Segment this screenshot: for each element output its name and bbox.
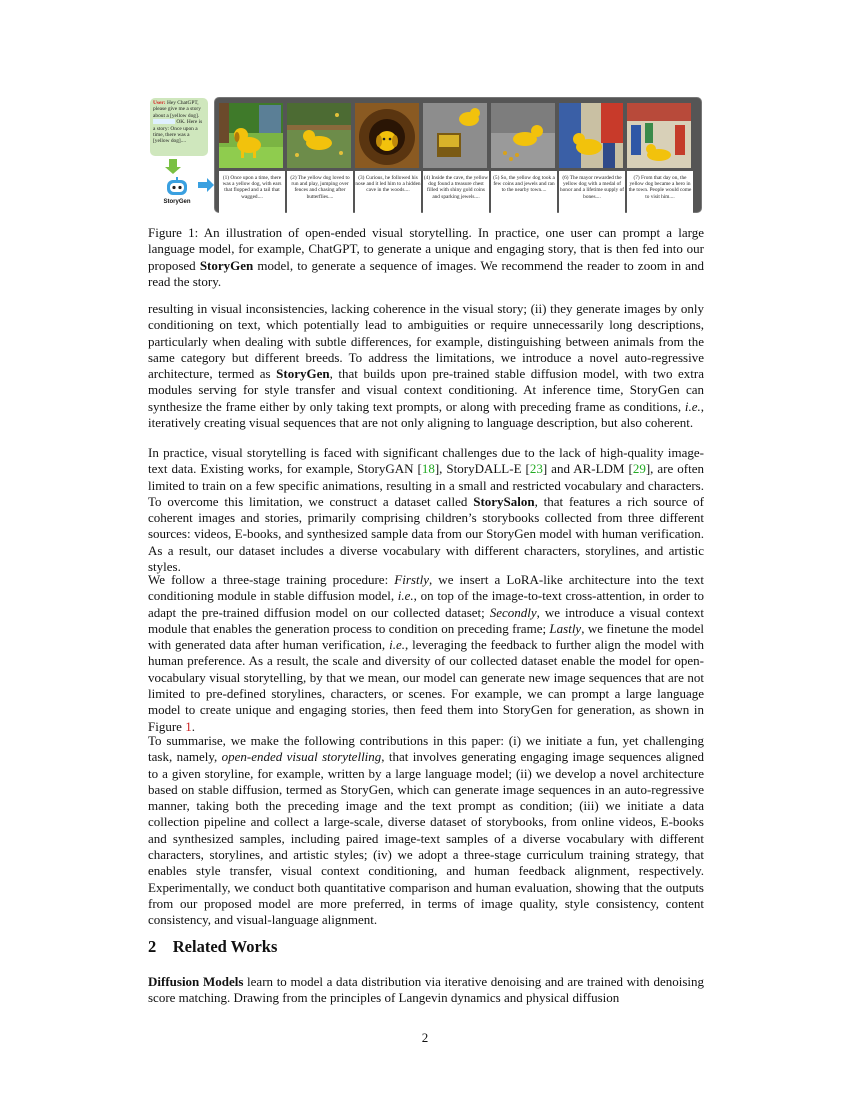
section-title-text: Related Works <box>172 937 278 956</box>
story-caption-6: (6) The mayor rewarded the yellow dog with a medal of honor and a lifetime supply of bones.... <box>559 171 625 215</box>
citation-link[interactable]: 29 <box>632 461 646 477</box>
text: To summarise, we make the following contributions in this paper: (i) we initiate a fun, yet challenging task, namely, <box>148 733 704 765</box>
paragraph-1 <box>148 301 704 431</box>
text: , we introduce a visual context module that enables the generation process to condition on preceding frame; <box>148 604 704 636</box>
text: In practice, visual storytelling is faced with significant challenges due to the lack of high-quality image-text data. Existing works, for example, StoryGAN [ <box>148 445 704 477</box>
story-caption-7: (7) From that day on, the yellow dog became a hero in the town. People would come to visit him.... <box>627 171 693 215</box>
figure-caption <box>148 225 704 290</box>
caption-model-name: StoryGen <box>199 257 254 273</box>
story-image-6 <box>559 103 623 168</box>
chat-prompt-box <box>150 98 208 156</box>
story-caption-3: (3) Curious, he followed his nose and it led him to a hidden cave in the woods.... <box>355 171 421 215</box>
caption-text: Figure 1: An illustration of open-ended visual storytelling. In practice, one user can prompt a large language model, for example, ChatGPT, to generate a unique and engaging story, that is then fed into our proposed <box>148 225 704 273</box>
page-number: 2 <box>421 1030 429 1045</box>
paragraph-5 <box>148 974 704 1007</box>
story-caption-4: (4) Inside the cave, the yellow dog found a treasure chest filled with shiny gold coins and sparking jewels.... <box>423 171 489 215</box>
text: resulting in visual inconsistencies, lacking coherence in the visual story; (ii) they generate images by only conditioning on text, which potentially lead to ambiguities or require unnecessarily long descriptions, particularly when dealing with subtle differences, for example, distinguishing between animals from the same category but different breeds. To address the limitations, we introduce a novel auto-regressive architecture, termed as <box>148 301 704 382</box>
bold-term: StorySalon <box>473 493 535 509</box>
text: ] and AR-LDM [ <box>542 461 633 477</box>
storygen-robot-icon <box>165 177 189 197</box>
right-arrow-icon <box>198 178 214 192</box>
italic-term: i.e. <box>397 588 414 604</box>
paragraph-2 <box>148 445 704 575</box>
story-panel-7 <box>627 103 691 216</box>
text: , we finetune the model with generated data after human verification, <box>148 620 704 653</box>
bold-term: StoryGen <box>276 366 330 382</box>
text: We follow a three-stage training procedure: <box>148 572 395 587</box>
chatgpt-tag <box>153 119 175 124</box>
story-image-1 <box>219 103 283 168</box>
story-panel-2 <box>287 103 351 216</box>
text: . <box>191 718 195 734</box>
italic-term: Firstly <box>394 572 429 587</box>
text: , iteratively creating visual sequences that are not only aligning to language description, but also coherent. <box>148 398 704 431</box>
story-image-3 <box>355 103 419 168</box>
figure-1 <box>148 95 703 215</box>
italic-term: i.e. <box>389 637 405 653</box>
italic-term: Lastly <box>549 620 582 636</box>
story-image-2 <box>287 103 351 168</box>
story-caption-2: (2) The yellow dog loved to run and play, jumping over fences and chasing after butterflies.... <box>287 171 353 215</box>
text: , on top of the image-to-text cross-attention, in order to adapt the pre-trained diffusion model on our collected dataset; <box>148 588 704 620</box>
chat-user-label: User: <box>153 100 166 106</box>
story-panel-3 <box>355 103 419 216</box>
story-panel-1 <box>219 103 283 216</box>
paragraph-3 <box>148 572 704 735</box>
text: , that builds upon pre-trained stable diffusion model, with two extra modules serving for style transfer and visual context conditioning. At inference time, StoryGen can synthesize the frame either by only taking text prompts, or along with preceding frame as conditions, <box>148 366 704 414</box>
figure-ref-link[interactable]: 1 <box>185 718 192 734</box>
text: ], StoryDALL-E [ <box>434 461 530 477</box>
text: , leveraging the feedback to further align the model with human preference. As a result, the scale and diversity of our collected dataset enable the model for open-vocabulary visual storytelling, by that we mean, our model can generate new image sequences that are not limited to pre-defined storylines, characters, or scenes. For example, we can prompt a large language model to create unique and engaging stories, then feed them into StoryGen for generation, as shown in Figure <box>148 637 704 734</box>
story-image-5 <box>491 103 555 168</box>
text: , that features a rich source of coherent images and stories, primarily comprising children’s storybooks collected from three different sources: videos, E-books, and synthesized sample data from our StoryGen model with human verification. As a result, our dataset includes a diverse vocabulary with different characters, storylines, and artistic styles. <box>148 493 705 575</box>
italic-term: Secondly <box>489 604 537 620</box>
story-image-7 <box>627 103 691 168</box>
text: , we insert a LoRA-like architecture into the text conditioning module in stable diffusion model, <box>148 572 705 604</box>
text: , that involves generating engaging image sequences aligned to a given storyline, for example, written by a large language model; (ii) we develop a novel architecture based on stable diffusion, termed as StoryGen, which can generate image sequences in an auto-regressive manner, taking both the preceding image and the text prompt as condition; (iii) we initiate a data collection pipeline and collect a large-scale, diverse dataset of storybooks, from online videos, E-books and synthesized samples, including paired image-text samples of a diverse vocabulary with different characters, storylines, and artistic styles; (iv) we adopt a three-stage curriculum training strategy, that enables style transfer, visual context conditioning, and human feedback alignment, respectively. Experimentally, we conduct both quantitative comparison and human evaluation, showing that the outputs from our proposed model are more preferred, in terms of image quality, style consistency, content consistency, and visual-language alignment. <box>148 749 704 928</box>
story-panel-5 <box>491 103 555 216</box>
paragraph-4 <box>148 733 704 929</box>
story-panel-6 <box>559 103 623 216</box>
italic-term: i.e. <box>684 398 701 414</box>
story-panel-4 <box>423 103 487 216</box>
text: ], are often limited to train on a few specific animations, resulting in a small and restricted vocabulary and characters. To overcome this limitation, we construct a dataset called <box>148 461 704 509</box>
citation-link[interactable]: 23 <box>529 461 543 477</box>
story-image-4 <box>423 103 487 168</box>
section-heading <box>148 937 277 957</box>
story-caption-1: (1) Once upon a time, there was a yellow dog, with ears that flopped and a tail that wagged.... <box>219 171 285 215</box>
chat-user-text: Hey ChatGPT, please give me a story about a [yellow dog]. <box>153 100 201 119</box>
bold-term: Diffusion Models <box>148 974 244 989</box>
section-number: 2 <box>148 937 157 956</box>
caption-text-end: model, to generate a sequence of images. We recommend the reader to zoom in and read the story. <box>148 257 704 289</box>
storygen-label: StoryGen <box>163 199 191 205</box>
story-image-strip <box>214 97 702 213</box>
chat-gpt-text: OK. Here is a story: Once upon a time, there was a [yellow dog].... <box>153 119 203 145</box>
citation-link[interactable]: 18 <box>421 461 435 477</box>
text: learn to model a data distribution via iterative denoising and are trained with denoising score matching. Drawing from the principles of Langevin dynamics and physical diffusion <box>148 974 704 1006</box>
italic-term: open-ended visual storytelling <box>221 749 382 765</box>
story-caption-5: (5) So, the yellow dog took a few coins and jewels and ran to the nearby town.... <box>491 171 557 215</box>
